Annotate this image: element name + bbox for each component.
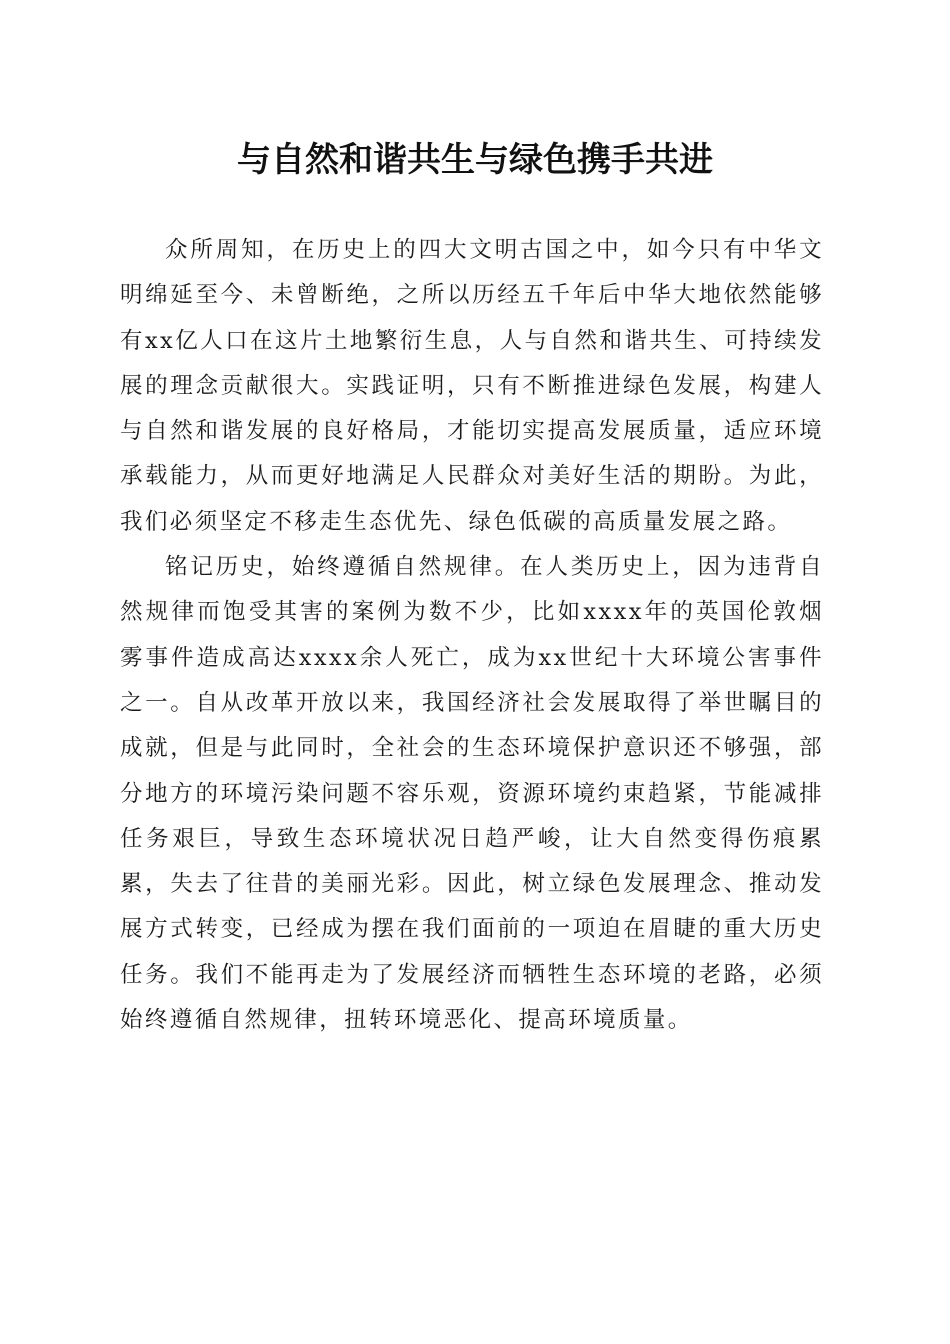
document-title: 与自然和谐共生与绿色携手共进 (237, 140, 713, 180)
paragraph-1: 众所周知，在历史上的四大文明古国之中，如今只有中华文明绵延至今、未曾断绝，之所以历经五千年后中华大地依然能够有xx亿人口在这片土地繁衍生息，人与自然和谐共生、可持续发展的理念贡献很大。实践证明，只有不断推进绿色发展，构建人与自然和谐发展的良好格局，才能切实提高发展质量，适应环境承载能力，从而更好地满足人民群众对美好生活的期盼。为此，我们必须坚定不移走生态优先、绿色低碳的高质量发展之路。 (120, 237, 824, 535)
paragraph-2: 铭记历史，始终遵循自然规律。在人类历史上，因为违背自然规律而饱受其害的案例为数不少，比如xxxx年的英国伦敦烟雾事件造成高达xxxx余人死亡，成为xx世纪十大环境公害事件之一。自从改革开放以来，我国经济社会发展取得了举世瞩目的成就，但是与此同时，全社会的生态环境保护意识还不够强，部分地方的环境污染问题不容乐观，资源环境约束趋紧，节能减排任务艰巨，导致生态环境状况日趋严峻，让大自然变得伤痕累累，失去了往昔的美丽光彩。因此，树立绿色发展理念、推动发展方式转变，已经成为摆在我们面前的一项迫在眉睫的重大历史任务。我们不能再走为了发展经济而牺牲生态环境的老路，必须始终遵循自然规律，扭转环境恶化、提高环境质量。 (120, 554, 824, 1034)
document-body (120, 228, 824, 1043)
